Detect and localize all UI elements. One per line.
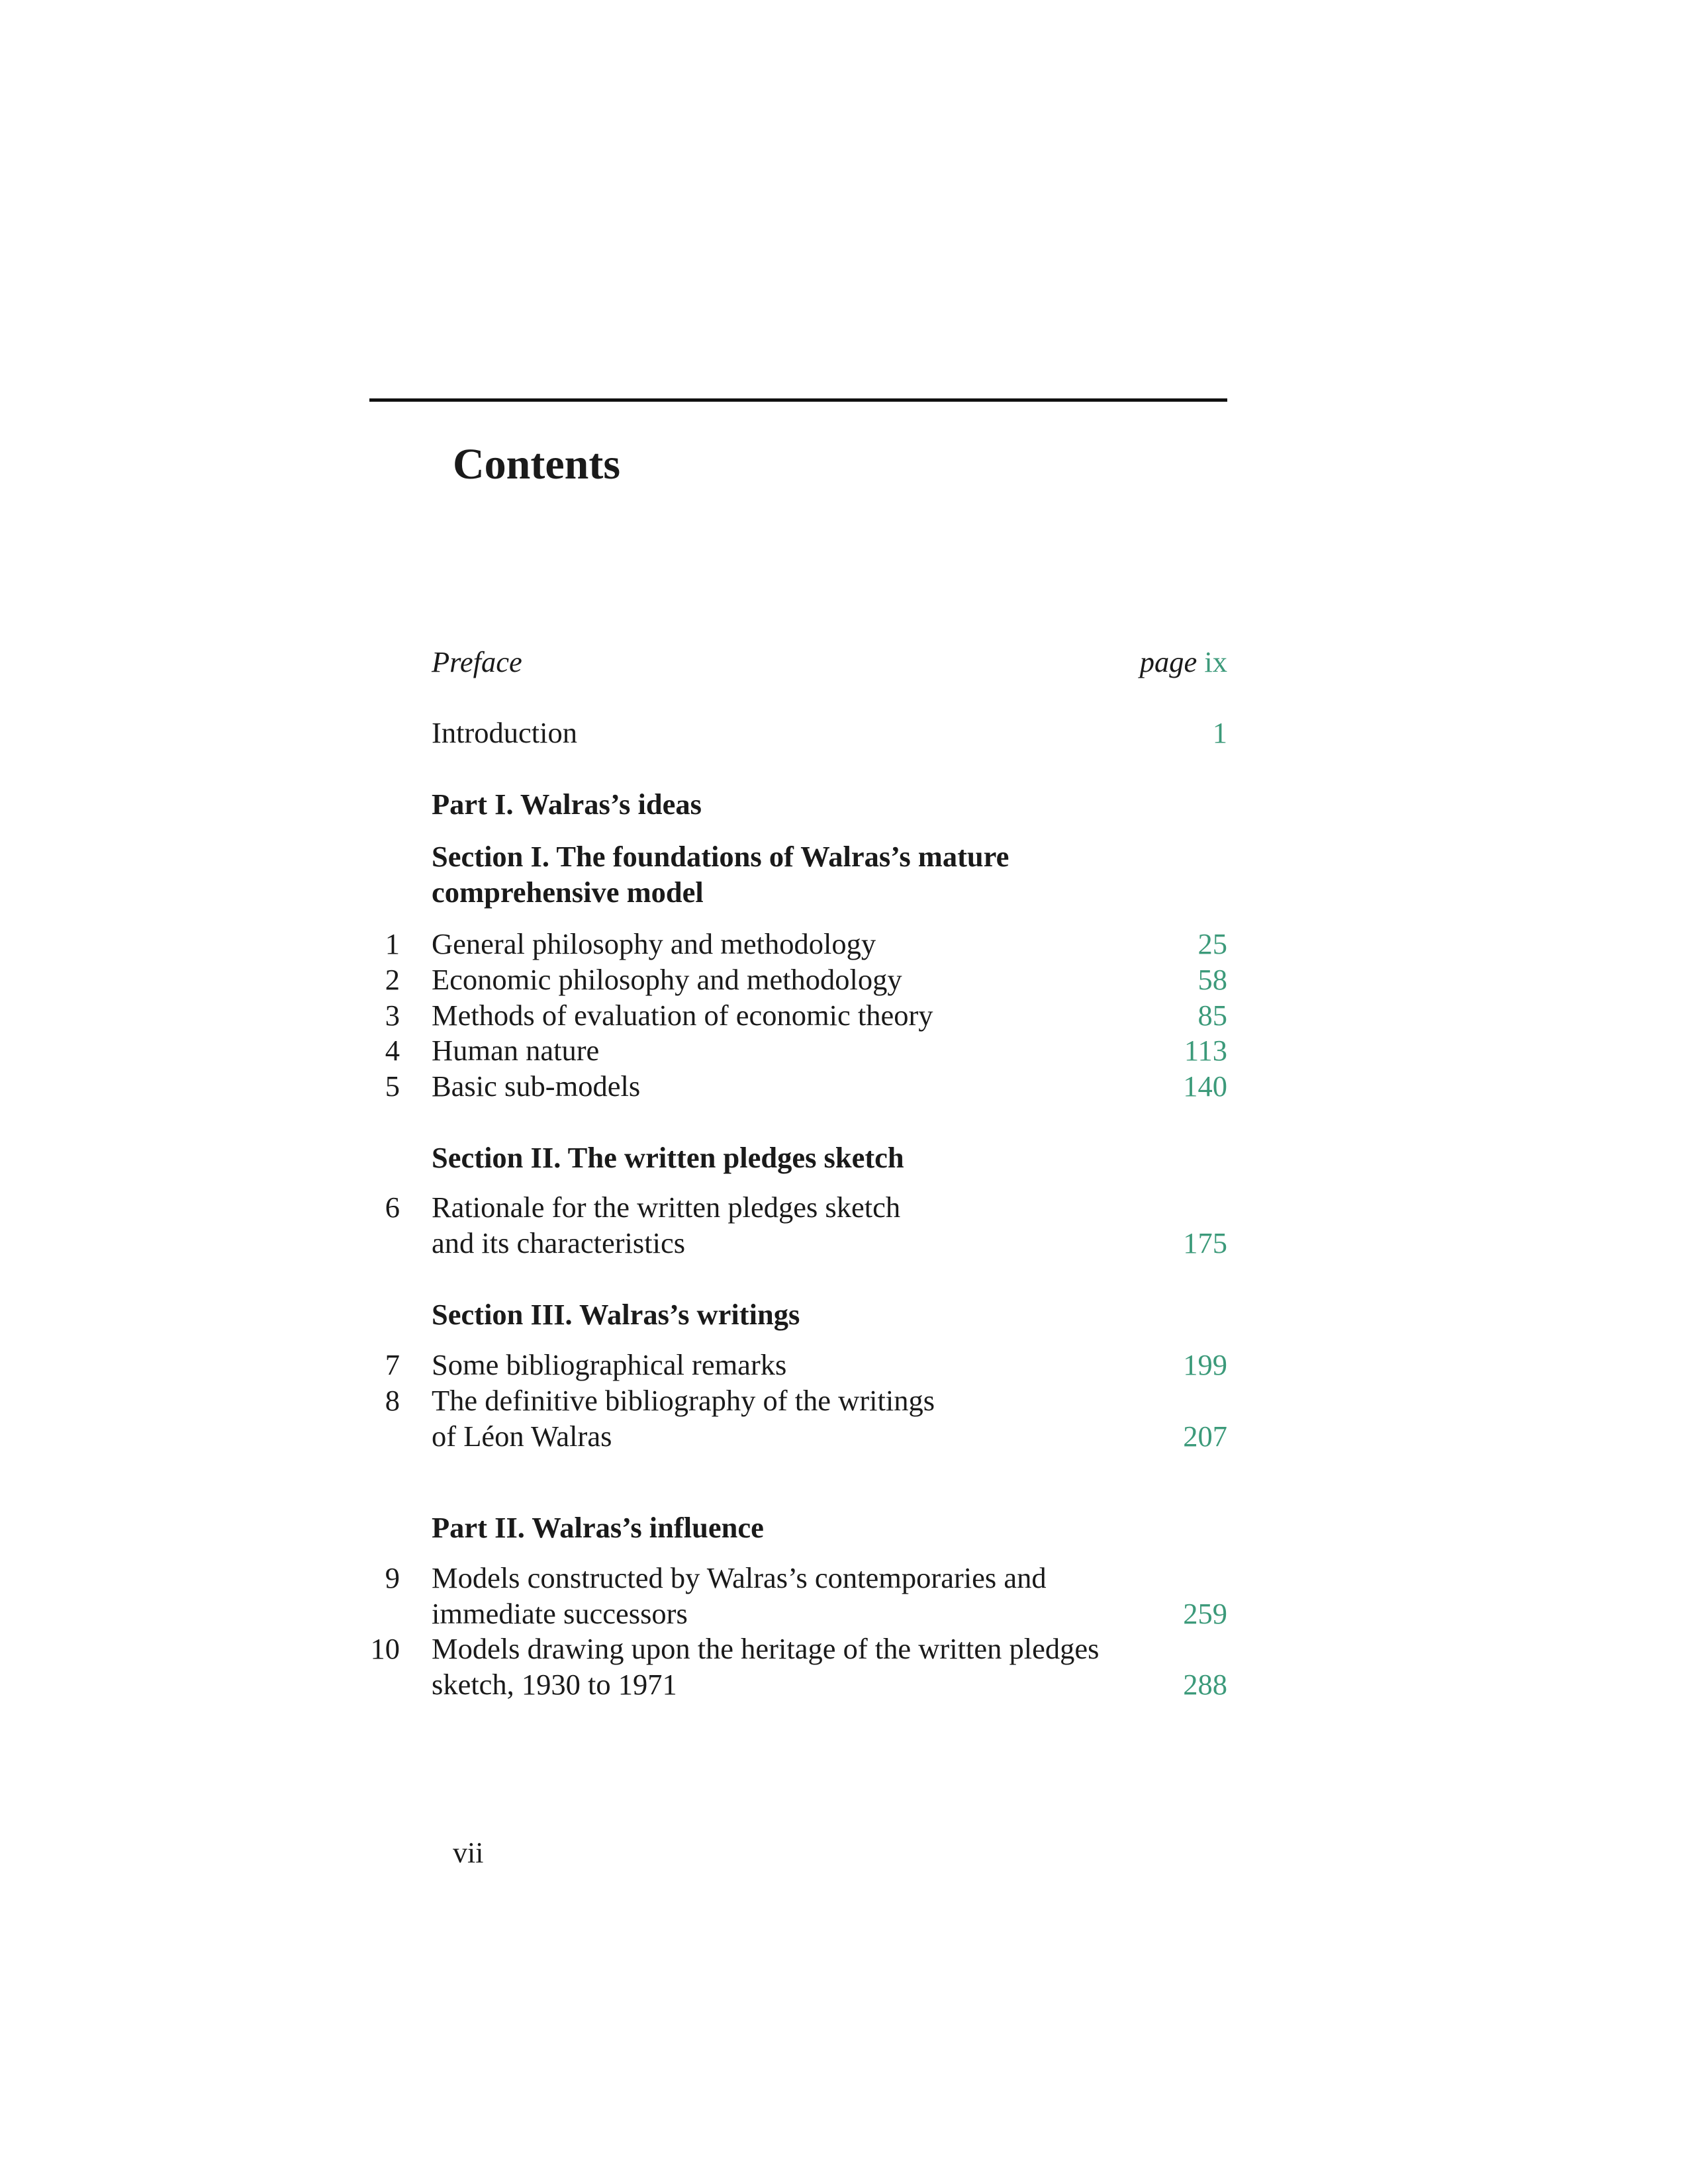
chapter-page[interactable]: 175 [1183,1226,1227,1259]
section-heading-label: comprehensive model [432,876,704,909]
part-heading-1 [369,784,1227,824]
toc-entry-preface[interactable] [369,642,1227,682]
toc-entry-chapter-6-line2[interactable] [369,1223,1227,1263]
chapter-number: 2 [385,963,400,996]
chapter-title: Human nature [432,1034,600,1067]
chapter-title: Models constructed by Walras’s contemporaries and [432,1561,1047,1594]
chapter-page[interactable]: 140 [1183,1069,1227,1103]
chapter-number: 10 [370,1632,400,1665]
chapter-number: 5 [385,1069,400,1103]
chapter-title: The definitive bibliography of the writings [432,1384,935,1417]
toc-entry-chapter-9-line2[interactable] [369,1594,1227,1633]
chapter-title: Basic sub-models [432,1069,641,1103]
top-rule [369,398,1227,402]
chapter-number: 3 [385,999,400,1032]
chapter-title: Rationale for the written pledges sketch [432,1191,901,1224]
chapter-title: and its characteristics [432,1226,686,1259]
chapter-page[interactable]: 85 [1197,999,1227,1032]
chapter-page[interactable]: 207 [1183,1420,1227,1453]
chapter-number: 7 [385,1348,400,1381]
chapter-page[interactable]: 25 [1197,927,1227,960]
toc-entry-chapter-10-line1[interactable] [369,1629,1227,1668]
toc-entry-chapter-8-line1[interactable] [369,1381,1227,1420]
toc-entry-chapter-1[interactable] [369,924,1227,964]
page-folio: vii [453,1837,484,1869]
section-heading-1-line1 [369,837,1227,876]
toc-entry-chapter-2[interactable] [369,960,1227,999]
page-number[interactable]: ix [1204,645,1227,678]
toc-entry-chapter-5[interactable] [369,1066,1227,1106]
page-title: Contents [453,440,621,488]
part-heading-label: Part II. Walras’s influence [432,1511,764,1544]
chapter-title: General philosophy and methodology [432,927,876,960]
chapter-number: 8 [385,1384,400,1417]
section-heading-3 [369,1295,1227,1334]
chapter-number: 9 [385,1561,400,1594]
chapter-title: sketch, 1930 to 1971 [432,1668,677,1701]
toc-entry-chapter-4[interactable] [369,1030,1227,1070]
chapter-page[interactable]: 113 [1184,1034,1227,1067]
page-prefix: page [1139,645,1197,678]
section-heading-label: Section III. Walras’s writings [432,1298,800,1331]
chapter-page[interactable]: 199 [1183,1348,1227,1381]
part-heading-label: Part I. Walras’s ideas [432,788,702,821]
toc-entry-label: Preface [432,645,522,678]
chapter-number: 6 [385,1191,400,1224]
toc-entry-page[interactable] [1140,642,1227,682]
chapter-number: 4 [385,1034,400,1067]
chapter-title: Methods of evaluation of economic theory [432,999,933,1032]
section-heading-2 [369,1138,1227,1177]
chapter-title: Economic philosophy and methodology [432,963,902,996]
chapter-title: immediate successors [432,1597,688,1630]
section-heading-1-line2 [369,872,1227,912]
chapter-title: of Léon Walras [432,1420,612,1453]
chapter-page[interactable]: 259 [1183,1597,1227,1630]
section-heading-label: Section I. The foundations of Walras’s mature [432,840,1009,873]
toc-entry-chapter-7[interactable] [369,1345,1227,1385]
chapter-title: Some bibliographical remarks [432,1348,787,1381]
toc-entry-label: Introduction [432,716,577,749]
toc-entry-chapter-9-line1[interactable] [369,1558,1227,1598]
toc-entry-chapter-6-line1[interactable] [369,1187,1227,1227]
chapter-page[interactable]: 58 [1197,963,1227,996]
toc-entry-chapter-10-line2[interactable] [369,1664,1227,1704]
toc-entry-introduction[interactable] [369,713,1227,752]
part-heading-2 [369,1508,1227,1547]
toc-entry-chapter-8-line2[interactable] [369,1416,1227,1456]
chapter-title: Models drawing upon the heritage of the written pledges [432,1632,1100,1665]
chapter-number: 1 [385,927,400,960]
toc-entry-chapter-3[interactable] [369,995,1227,1035]
section-heading-label: Section II. The written pledges sketch [432,1141,904,1174]
toc-entry-page[interactable]: 1 [1212,716,1227,749]
chapter-page[interactable]: 288 [1183,1668,1227,1701]
